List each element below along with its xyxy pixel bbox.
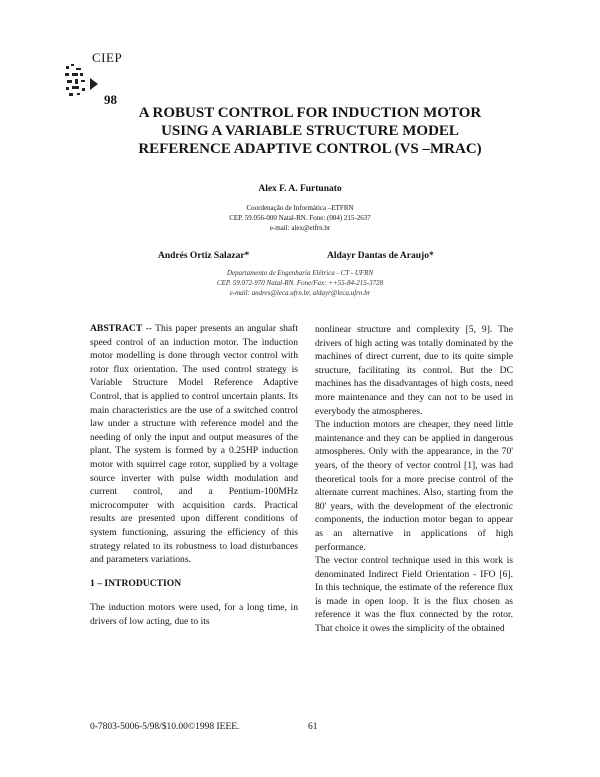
title-line-2: USING A VARIABLE STRUCTURE MODEL — [161, 123, 459, 139]
conference-logo — [64, 50, 124, 106]
author-affiliation — [0, 203, 600, 233]
author-name: Andrés Ortiz Salazar* — [158, 251, 250, 261]
section-heading: 1 – INTRODUCTION — [90, 577, 182, 589]
abstract-label: ABSTRACT — [90, 323, 143, 334]
body-paragraph: The induction motors were used, for a long time, in drivers of low acting, due to its — [90, 602, 298, 627]
affiliation-email: e-mail: andres@leca.ufrn.br, aldayr@leca.ufrn.br — [229, 289, 371, 297]
abstract-text: -- This paper presents an angular shaft speed control of an induction motor. The induction motor modelling is done through vector control with rotor flux orientation. The used control strategy is Variable Structure Model Reference Adaptive Control, that is applied to control uncertain plants. Its main characteristics are the use of a switched control law under a structure with reference model and the needing of only the input and output measures of the plant. The system is formed by a 0.25HP induction motor with squirrel cage rotor, supplied by a voltage source inverter with pulse width modulation and current control, and a Pentium-100MHz microcomputer with acquisition cards. Practical results are presented upon different conditions of system functioning, assuring the efficiency of this strategy related to its robustness to load disturbances and parameters variations. — [90, 323, 298, 566]
logo-year: 98 — [104, 92, 117, 107]
affiliation-line: Departamento de Engenharia Elétrica - CT - UFRN — [226, 269, 374, 277]
copyright-footer: 0-7803-5006-5/98/$10.00©1998 IEEE. — [90, 722, 240, 732]
body-paragraph: nonlinear structure and complexity [5, 9]. The drivers of high acting was totally dominated by the machines of direct current, due to its quite simple structure, facilitating its control. But the DC machines has the disadvantages of high costs, need more maintenance and they can not to be used in everybody the atmospheres. — [315, 324, 513, 417]
page-number: 61 — [308, 722, 318, 732]
affiliation-line: CEP. 59.056-000 Natal-RN. Fone: (084) 215-2637 — [229, 214, 371, 222]
body-paragraph: The vector control technique used in this work is denominated Indirect Field Orientation - IFO [6]. In this technique, the estimate of the reference flux is made in open loop. It is the flux chosen as reference it was the flux connected by the rotor. That choice it owes the simplicity of the obtained — [315, 555, 513, 635]
author-name: Alex F. A. Furtunato — [258, 184, 342, 194]
right-column — [315, 323, 513, 636]
logo-text: CIEP — [92, 50, 123, 65]
affiliation-line: Coordenação de Informática –ETFRN — [246, 204, 354, 212]
shared-affiliation — [0, 268, 600, 298]
left-column — [90, 322, 298, 628]
paper-title — [100, 104, 520, 158]
author-name: Aldayr Dantas de Araujo* — [327, 251, 434, 261]
affiliation-line: CEP. 59.072-970 Natal-RN. Fone/Fax: ++55-84-215-3728 — [216, 279, 384, 287]
title-line-3: REFERENCE ADAPTIVE CONTROL (VS –MRAC) — [138, 141, 482, 157]
body-paragraph: The induction motors are cheaper, they need little maintenance and they can be applied in dangerous atmospheres. Only with the appearance, in the 70' years, of the theory of vector control [1], was had theoretical tools for a more precise control of the alternate current machines. Also, starting from the 80' years, with the development of the electronic components, the induction motor began to appear as an alternative in applications of high performance. — [315, 419, 513, 553]
title-line-1: A ROBUST CONTROL FOR INDUCTION MOTOR — [138, 105, 482, 121]
ciep-emblem-icon — [64, 64, 100, 103]
abstract — [90, 322, 298, 567]
affiliation-email: e-mail: alex@etfrn.br — [269, 224, 331, 232]
